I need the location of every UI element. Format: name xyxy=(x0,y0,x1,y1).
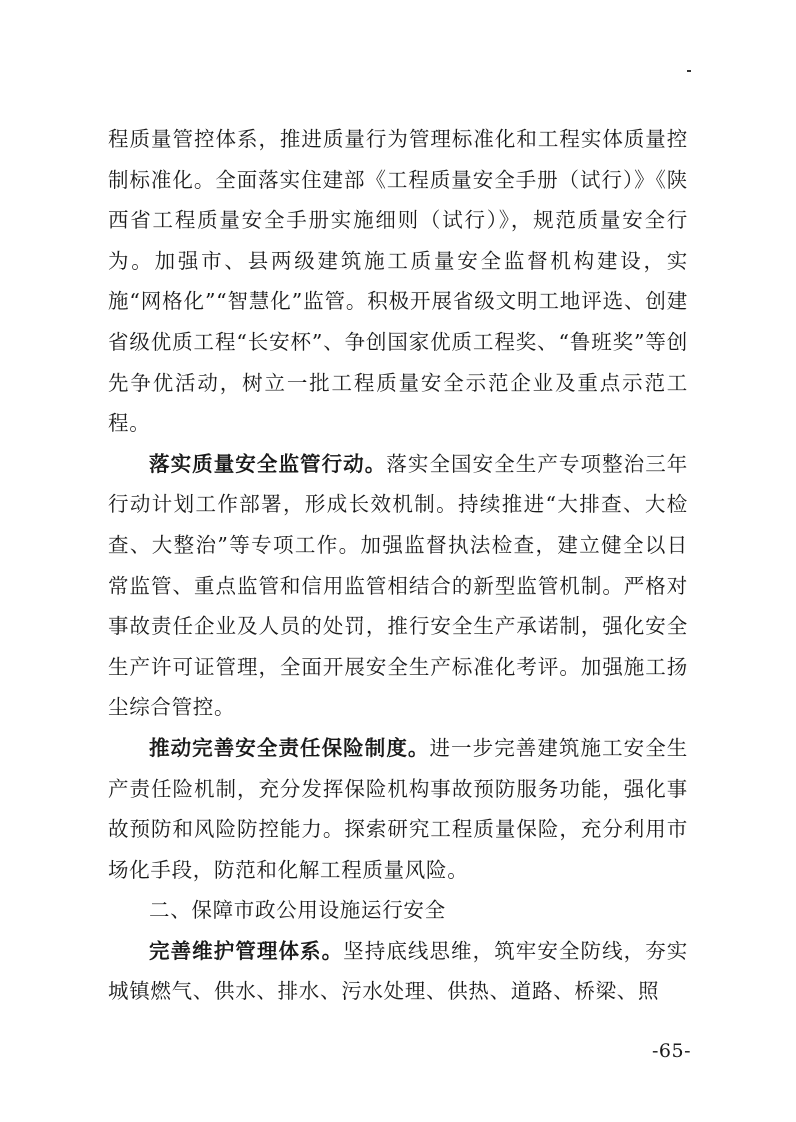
paragraph-lead: 完善维护管理体系。 xyxy=(149,938,344,963)
paragraph-text: 程质量管控体系，推进质量行为管理标准化和工程实体质量控制标准化。全面落实住建部《工程质量安全手册（试行）》《陕西省工程质量安全手册实施细则（试行）》，规范质量安全行为。加强市、县两级建筑施工质量安全监督机构建设，实施“网格化”“智慧化”监管。积极开展省级文明工地评选、创建省级优质工程“长安杯”、争创国家优质工程奖、“鲁班奖”等创先争优活动，树立一批工程质量安全示范企业及重点示范工程。 xyxy=(108,127,688,436)
paragraph-lead: 推动完善安全责任保险制度。 xyxy=(149,735,430,760)
section-heading: 二、保障市政公用设施运行安全 xyxy=(149,898,446,923)
page-number: -65- xyxy=(652,1040,692,1062)
body-text xyxy=(108,119,688,1012)
paragraph-text: 进一步完善建筑施工安全生产责任险机制，充分发挥保险机构事故预防服务功能，强化事故预防和风险防控能力。探索研究工程质量保险，充分利用市场化手段，防范和化解工程质量风险。 xyxy=(108,735,688,882)
paragraph-text: 落实全国安全生产专项整治三年行动计划工作部署，形成长效机制。持续推进“大排查、大检查、大整治”等专项工作。加强监督执法检查，建立健全以日常监管、重点监管和信用监管相结合的新型监管机制。严格对事故责任企业及人员的处罚，推行安全生产承诺制，强化安全生产许可证管理，全面开展安全生产标准化考评。加强施工扬尘综合管控。 xyxy=(108,451,688,720)
paragraph-insurance xyxy=(108,728,688,890)
top-margin-mark xyxy=(687,70,691,72)
paragraph-continuation xyxy=(108,119,688,444)
paragraph-supervision xyxy=(108,444,688,728)
paragraph-lead: 落实质量安全监管行动。 xyxy=(149,451,387,476)
paragraph-maintenance xyxy=(108,931,688,1012)
paragraph-text: 坚持底线思维，筑牢安全防线，夯实城镇燃气、供水、排水、污水处理、供热、道路、桥梁、照 xyxy=(108,938,688,1004)
